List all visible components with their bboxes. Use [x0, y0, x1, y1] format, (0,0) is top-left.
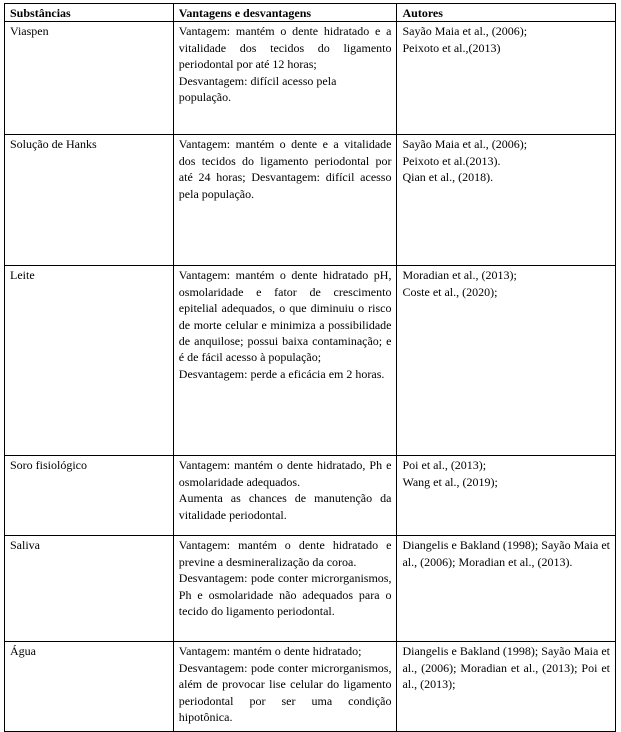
description-text: Vantagem: mantém o dente e a vitalidade dos tecidos do ligamento periodontal por até 24 horas; Desvantagem: difícil acesso pela população.: [178, 137, 392, 201]
substance-cell: Água: [5, 642, 174, 732]
authors-cell: [397, 135, 616, 266]
author-text: Peixoto et al.,(2013): [402, 40, 501, 55]
table-row: [5, 266, 616, 456]
author-text: Qian et al., (2018).: [402, 170, 494, 185]
substance-cell: Soro fisiológico: [5, 456, 174, 536]
table-row: [5, 456, 616, 536]
description-text: Desvantagem: difícil acesso pela população.: [178, 73, 337, 105]
substance-cell: Solução de Hanks: [5, 135, 174, 266]
substances-table: [4, 3, 616, 732]
substance-cell: Viaspen: [5, 22, 174, 135]
table-row: [5, 22, 616, 135]
description-text: Vantagem: mantém o dente hidratado e a vitalidade dos tecidos do ligamento periodontal por até 12 horas;: [178, 24, 392, 72]
description-text: Aumenta as chances de manutenção da vitalidade periodontal.: [178, 491, 392, 522]
description-text: Desvantagem: pode conter microrganismos, Ph e osmolaridade não adequados para o tecido do ligamento periodontal.: [178, 571, 392, 619]
author-text: Diangelis e Bakland (1998); Sayão Maia et al., (2006); Moradian et al., (2013); Poi et al., (2013);: [402, 644, 610, 692]
table-row: [5, 536, 616, 642]
description-cell: [173, 456, 397, 536]
description-text: Desvantagem: perde a eficácia em 2 horas.: [178, 366, 385, 381]
author-text: Moradian et al., (2013);: [402, 268, 517, 283]
author-text: Coste et al., (2020);: [402, 284, 498, 299]
description-text: Vantagem: mantém o dente hidratado pH, osmolaridade e fator de crescimento epitelial adequados, o que diminuiu o risco de morte celular e minimiza a possibilidade de anquilose; possui baixa contaminação; e é de fácil acesso à população;: [178, 268, 392, 365]
description-cell: [173, 135, 397, 266]
authors-cell: [397, 642, 616, 732]
author-text: Poi et al., (2013);: [402, 458, 487, 473]
description-cell: [173, 266, 397, 456]
description-text: Vantagem: mantém o dente hidratado, Ph e osmolaridade adequados.: [178, 458, 392, 489]
header-substances: Substâncias: [5, 4, 174, 22]
table-row: [5, 135, 616, 266]
author-text: Sayão Maia et al., (2006);: [402, 24, 528, 39]
description-text: Desvantagem: pode conter microrganismos, além de provocar lise celular do ligamento periodontal por ser uma condição hipotônica.: [178, 660, 392, 725]
description-cell: [173, 22, 397, 135]
authors-cell: [397, 456, 616, 536]
header-row: [5, 4, 616, 22]
description-cell: [173, 536, 397, 642]
header-advantages: Vantagens e desvantagens: [173, 4, 397, 22]
description-cell: [173, 642, 397, 732]
author-text: Peixoto et al.(2013).: [402, 153, 501, 168]
author-text: Wang et al., (2019);: [402, 474, 498, 489]
header-authors: Autores: [397, 4, 616, 22]
table-row: [5, 642, 616, 732]
description-text: Vantagem: mantém o dente hidratado e previne a desmineralização da coroa.: [178, 538, 392, 569]
author-text: Sayão Maia et al., (2006);: [402, 137, 528, 152]
description-text: Vantagem: mantém o dente hidratado;: [178, 644, 362, 659]
author-text: Diangelis e Bakland (1998); Sayão Maia et al., (2006); Moradian et al., (2013).: [402, 538, 610, 569]
authors-cell: [397, 22, 616, 135]
substance-cell: Leite: [5, 266, 174, 456]
substance-cell: Saliva: [5, 536, 174, 642]
authors-cell: [397, 266, 616, 456]
authors-cell: [397, 536, 616, 642]
